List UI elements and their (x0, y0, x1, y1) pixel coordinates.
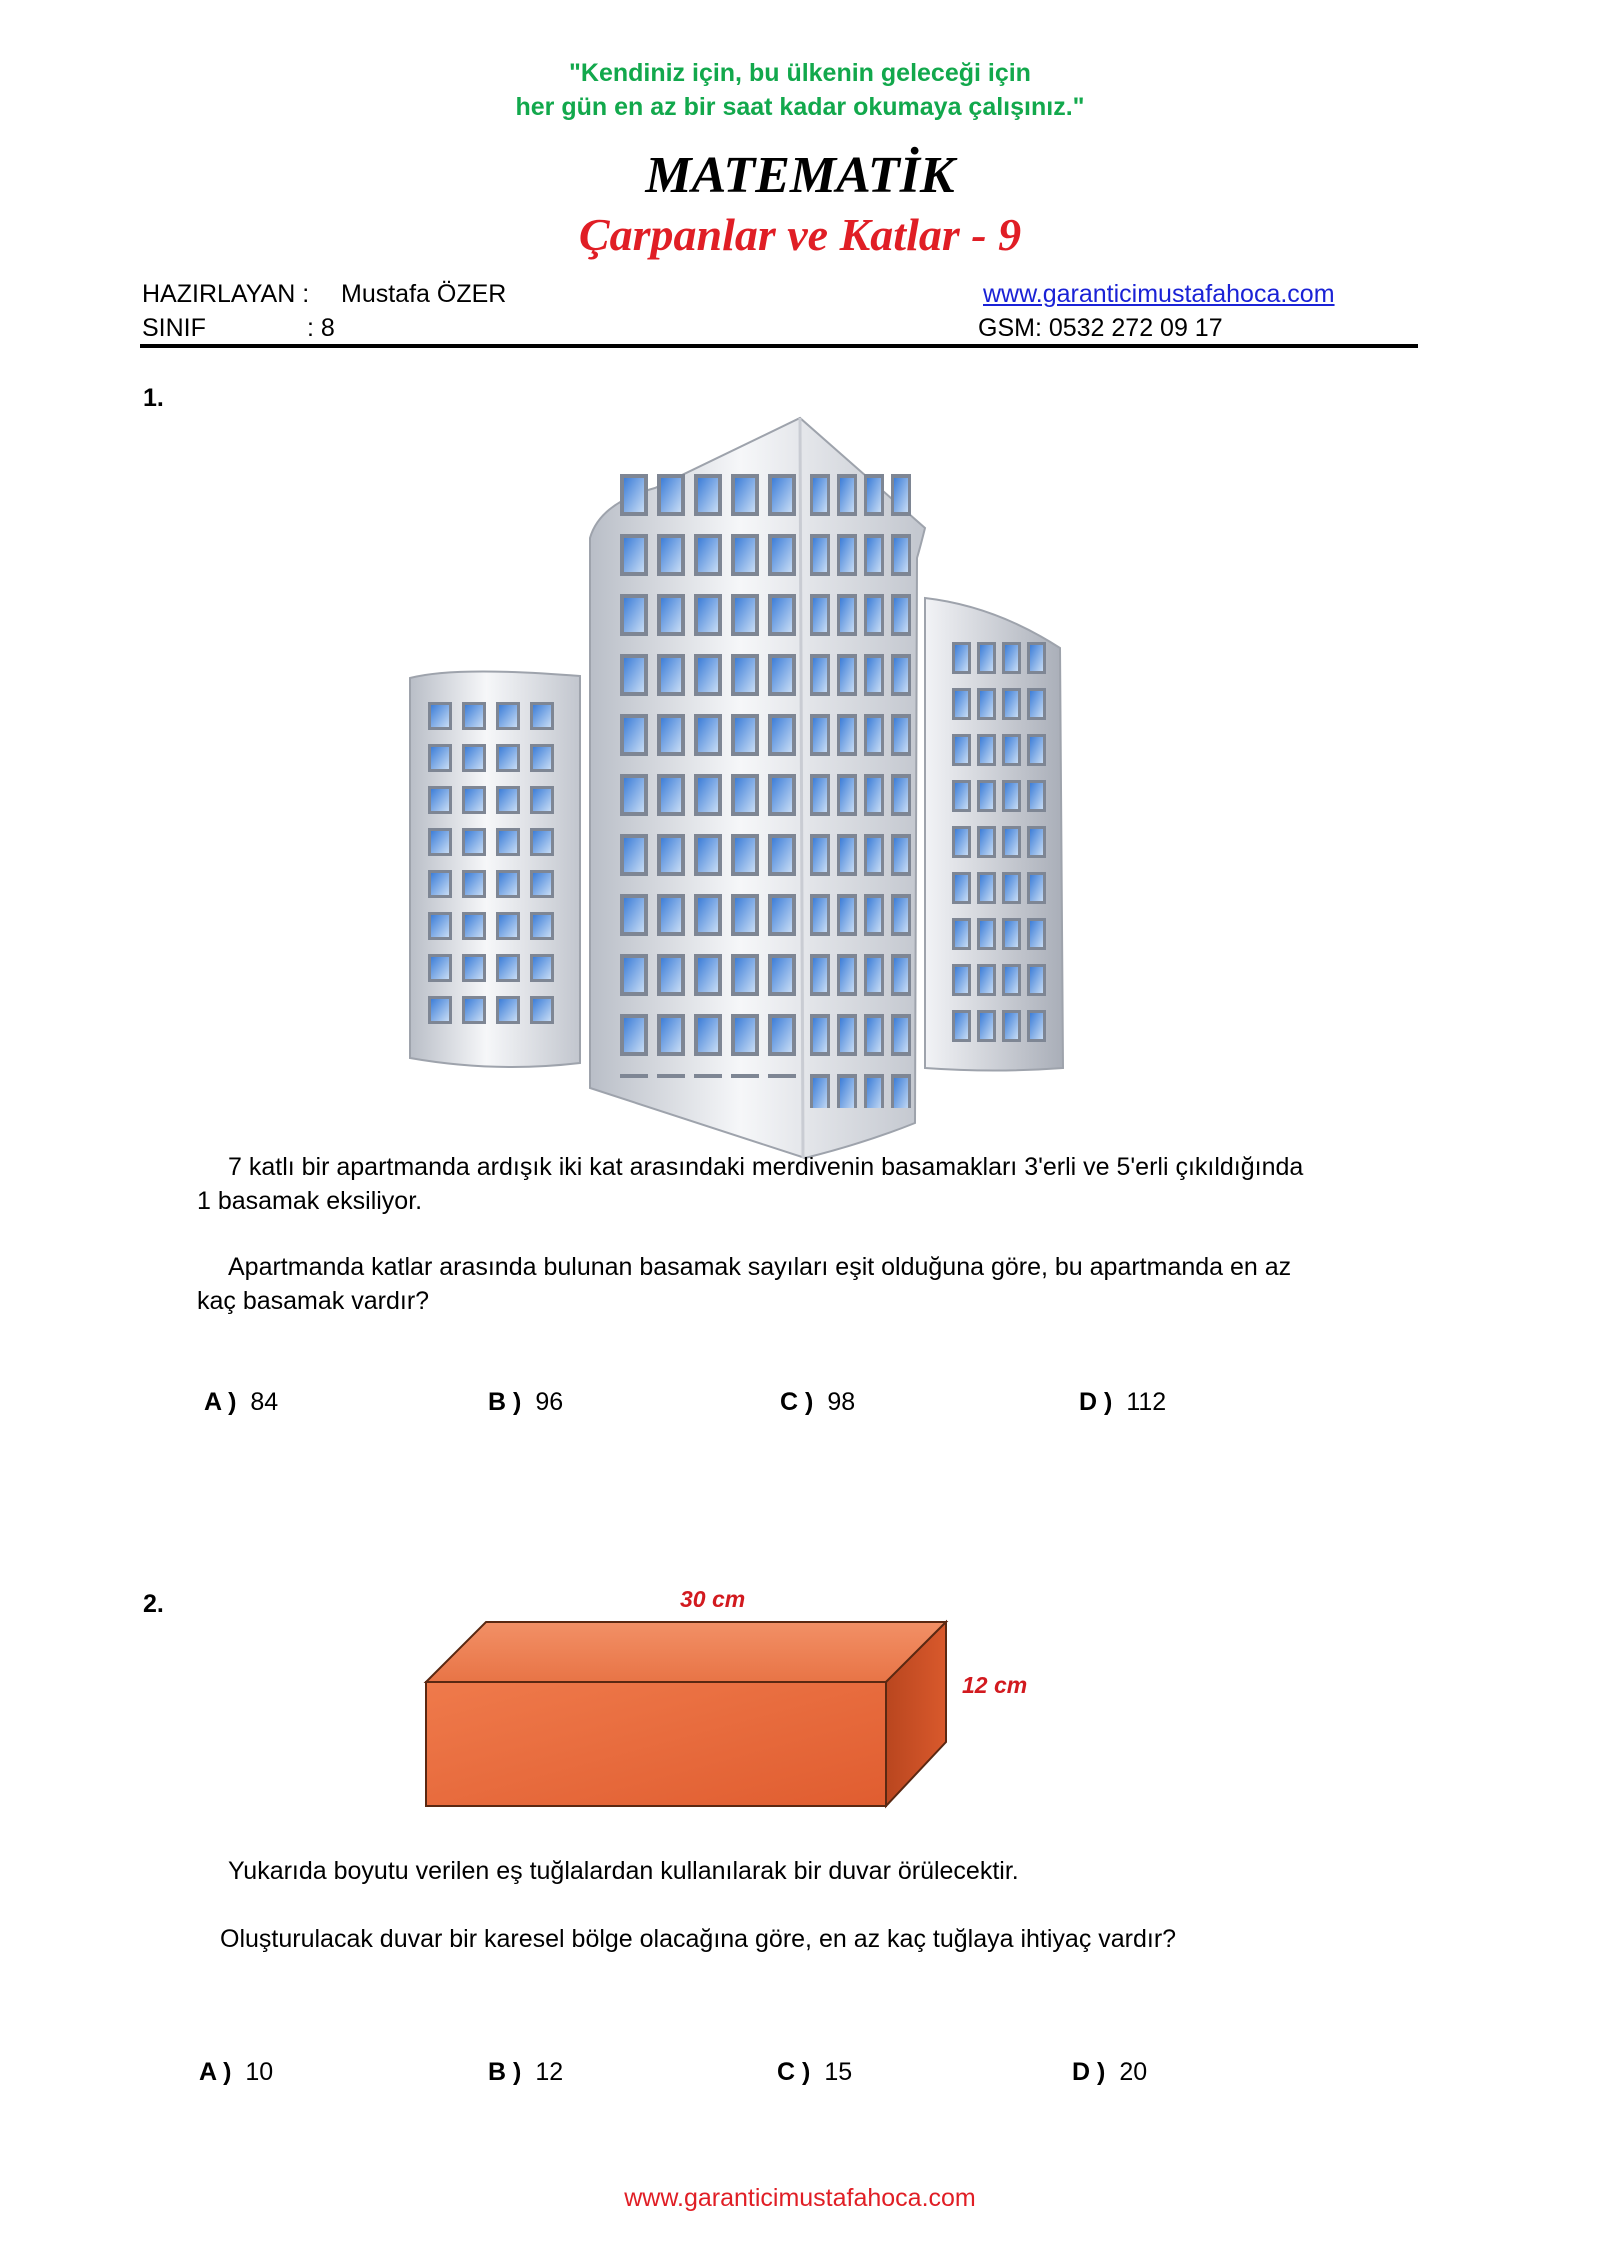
question-2-text-line-2: Oluşturulacak duvar bir karesel bölge olacağına göre, en az kaç tuğlaya ihtiyaç vardır? (220, 1925, 1177, 1953)
option-value: 15 (824, 2058, 853, 2086)
topic-title: Çarpanlar ve Katlar - 9 (578, 209, 1022, 260)
motto-line-1: "Kendiniz için, bu ülkenin geleceği için (569, 59, 1031, 87)
author-name: Mustafa ÖZER (341, 280, 507, 308)
question-2-option-a[interactable] (199, 2056, 273, 2088)
option-value: 96 (535, 1388, 564, 1416)
motto-quote (0, 56, 1600, 124)
header-website-link[interactable]: www.garanticimustafahoca.com (983, 280, 1335, 308)
question-1-number: 1. (143, 384, 164, 412)
option-label: D ) (1072, 2058, 1106, 2086)
option-label: C ) (780, 1388, 814, 1416)
question-1-text-line-1: 7 katlı bir apartmanda ardışık iki kat arasındaki merdivenin basamakları 3'erli ve 5'erli çıkıldığında (228, 1153, 1304, 1181)
option-value: 98 (827, 1388, 856, 1416)
option-label: B ) (488, 1388, 522, 1416)
question-2-option-d[interactable] (1072, 2056, 1147, 2088)
option-value: 112 (1126, 1388, 1167, 1416)
class-value: : 8 (307, 314, 335, 342)
brick-length-label: 30 cm (680, 1586, 746, 1612)
brick-height-label: 12 cm (962, 1672, 1028, 1698)
footer-website-link[interactable]: www.garanticimustafahoca.com (624, 2184, 976, 2212)
question-2-text-line-1: Yukarıda boyutu verilen eş tuğlalardan kullanılarak bir duvar örülecektir. (228, 1857, 1019, 1885)
option-value: 12 (535, 2058, 564, 2086)
author-label: HAZIRLAYAN : (142, 280, 310, 308)
brick-illustration (420, 1612, 960, 1812)
option-label: A ) (199, 2058, 232, 2086)
question-1-option-d[interactable] (1079, 1386, 1166, 1418)
subject-title: MATEMATİK (645, 147, 955, 204)
question-1-option-c[interactable] (780, 1386, 855, 1418)
question-2-option-b[interactable] (488, 2056, 563, 2088)
phone-number: GSM: 0532 272 09 17 (978, 314, 1223, 342)
motto-line-2: her gün en az bir saat kadar okumaya çalışınız." (515, 93, 1085, 121)
question-1-text-line-2: 1 basamak eksiliyor. (197, 1187, 423, 1215)
option-value: 20 (1119, 2058, 1148, 2086)
question-1-option-a[interactable] (204, 1386, 278, 1418)
question-2-number: 2. (143, 1590, 164, 1618)
question-1-text-line-4: kaç basamak vardır? (197, 1287, 430, 1315)
question-1-option-b[interactable] (488, 1386, 563, 1418)
option-label: D ) (1079, 1388, 1113, 1416)
buildings-illustration (395, 408, 1075, 1168)
header-divider (140, 344, 1418, 348)
option-label: A ) (204, 1388, 237, 1416)
question-1-text-line-3: Apartmanda katlar arasında bulunan basamak sayıları eşit olduğuna göre, bu apartmanda en az (228, 1253, 1292, 1281)
option-value: 84 (250, 1388, 279, 1416)
class-label: SINIF (142, 314, 206, 342)
question-2-option-c[interactable] (777, 2056, 852, 2088)
option-value: 10 (245, 2058, 274, 2086)
option-label: C ) (777, 2058, 811, 2086)
option-label: B ) (488, 2058, 522, 2086)
